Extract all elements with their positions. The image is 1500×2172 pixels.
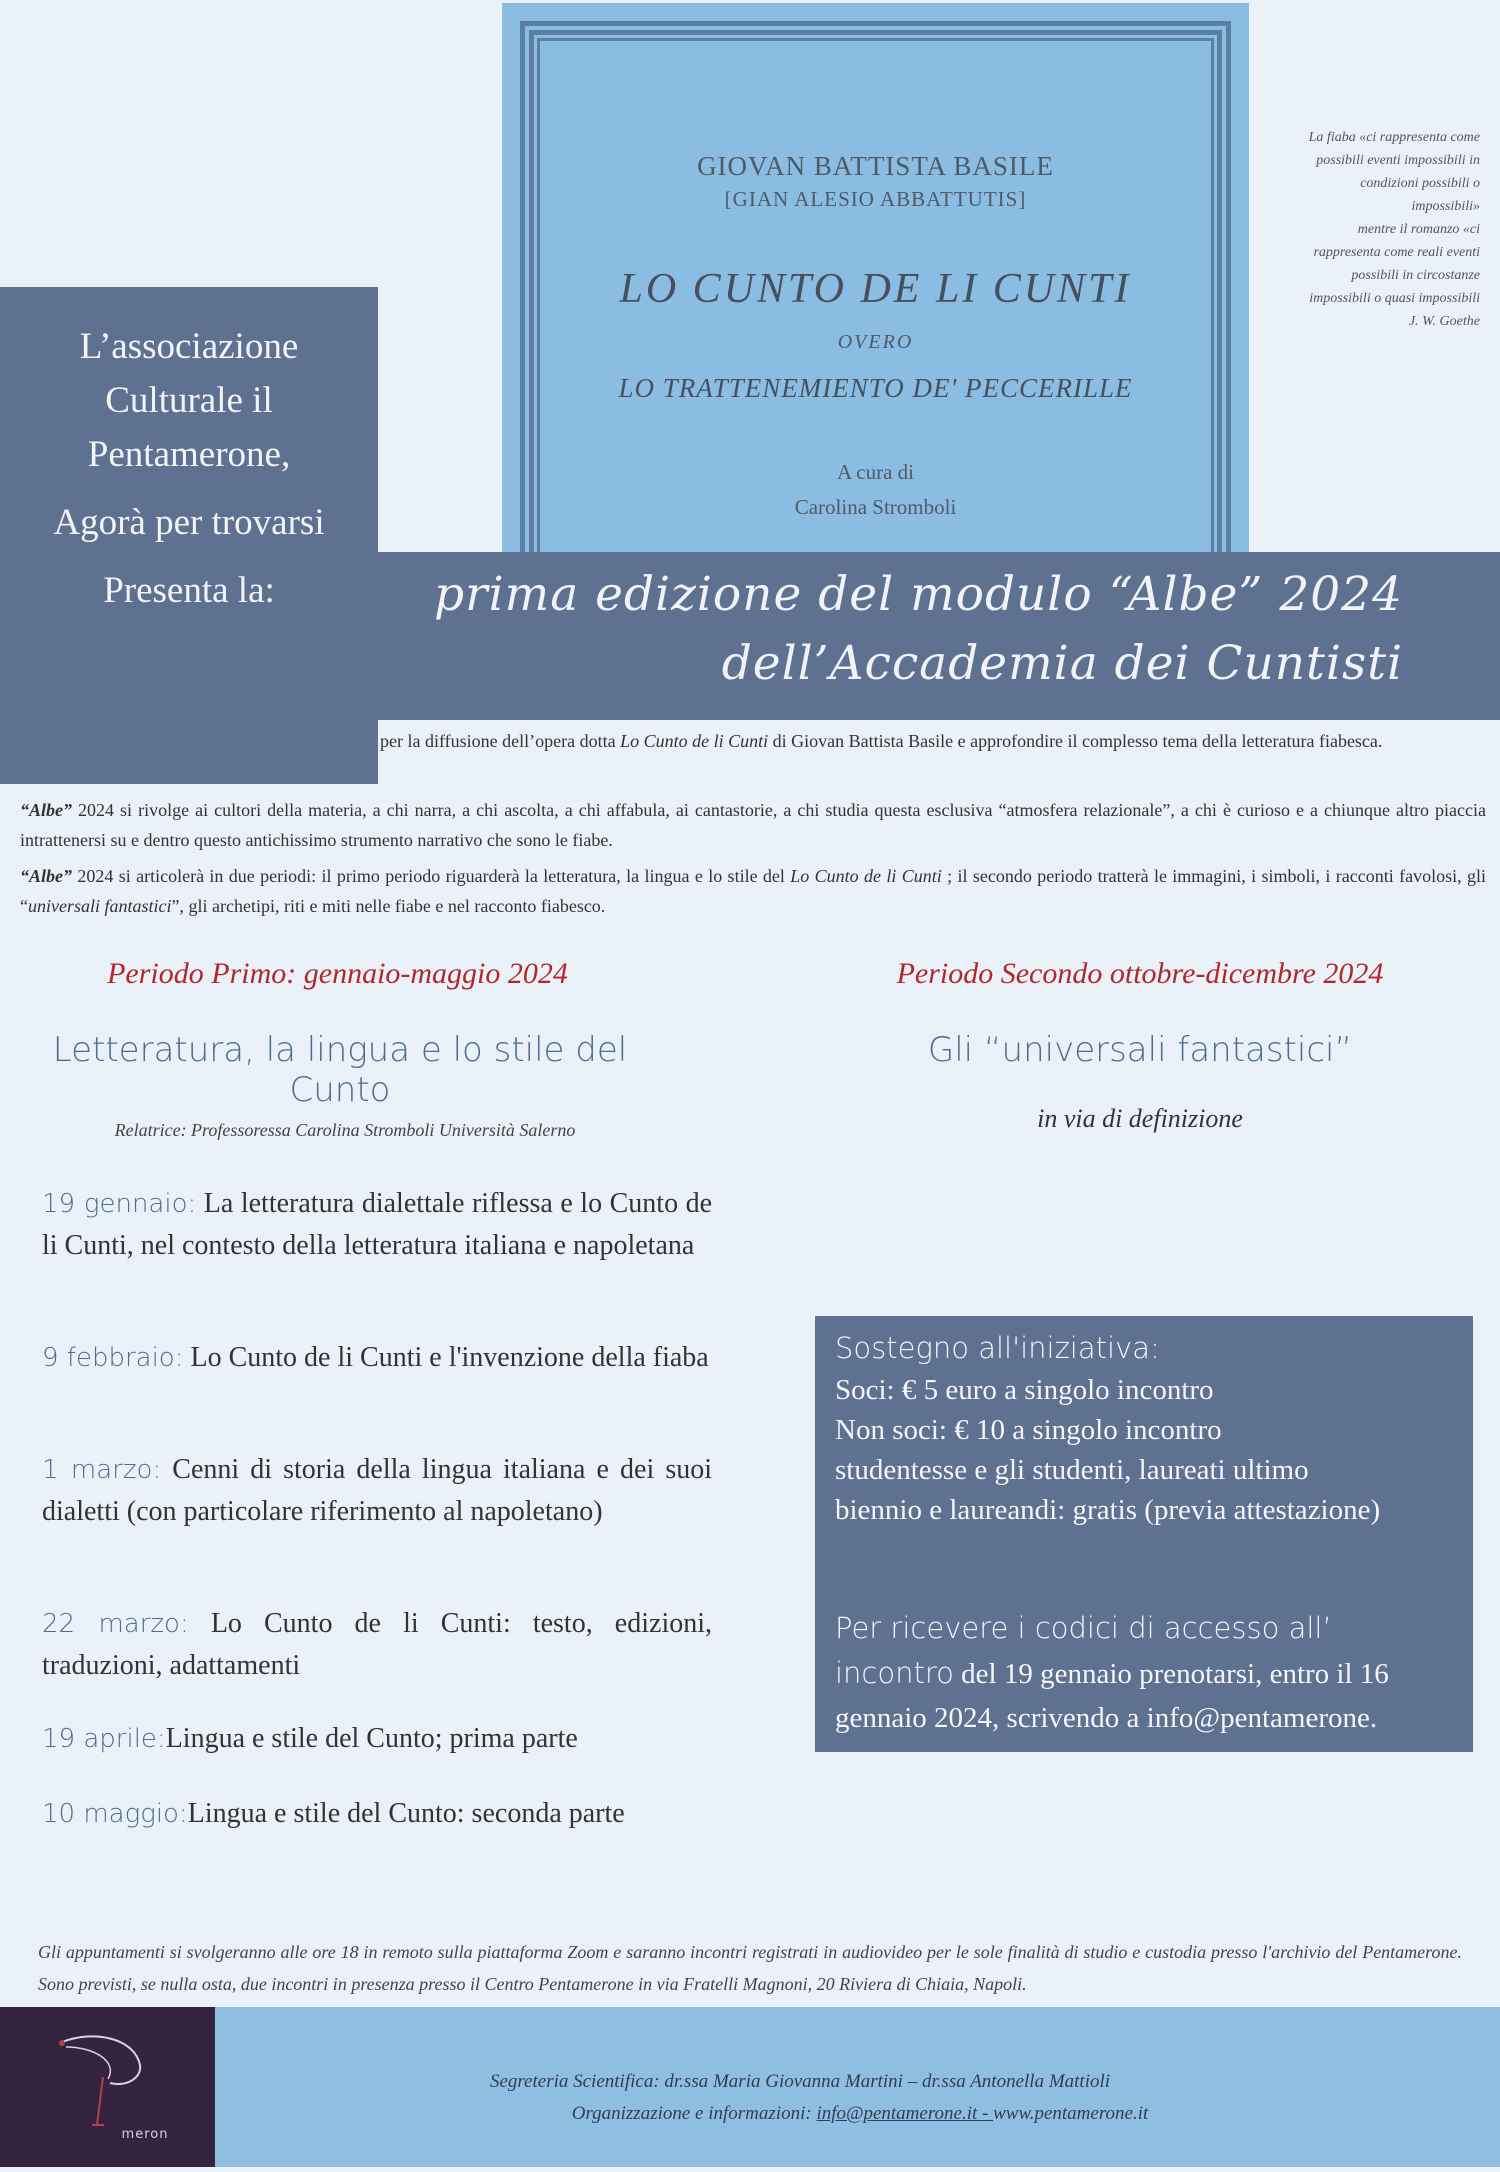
event-item (42, 1337, 712, 1379)
association-presents: Presenta la: (103, 570, 275, 611)
period-1-label: Periodo Primo: gennaio-maggio 2024 (107, 957, 568, 990)
non-members-price: Non soci: € 10 a singolo incontro (835, 1414, 1222, 1446)
period-2-label: Periodo Secondo ottobre-dicembre 2024 (896, 957, 1384, 990)
contact-email-link[interactable]: info@pentamerone.it - (816, 2103, 994, 2124)
quote-author: J. W. Goethe (1408, 314, 1480, 329)
intro-paragraph: per la diffusione dell’opera dotta Lo Cunto de li Cunti di Giovan Battista Basile e approfondire il complesso tema della letteratura fiabesca. (380, 731, 1383, 751)
event-text: Lingua e stile del Cunto: seconda parte (187, 1798, 625, 1829)
event-date: 10 maggio: (42, 1799, 188, 1829)
cover-author: GIOVAN BATTISTA BASILE (697, 151, 1054, 181)
logo-text: meron (121, 2127, 169, 2142)
association-line: Pentamerone, (87, 434, 291, 475)
association-line: Agorà per trovarsi (53, 502, 325, 543)
quote-line: La fiaba «ci rappresenta come (1308, 130, 1480, 145)
pentamerone-logo (0, 2007, 215, 2167)
students-price: studentesse e gli studenti, laureati ultimo (835, 1454, 1309, 1486)
website-link[interactable]: www.pentamerone.it (993, 2103, 1149, 2124)
albe-label: “Albe” (20, 866, 72, 886)
members-price: Soci: € 5 euro a singolo incontro (835, 1374, 1214, 1406)
footer-contacts (300, 2066, 1300, 2130)
cover-subtitle: LO TRATTENEMIENTO DE' PECCERILLE (618, 373, 1133, 403)
quote-line: mentre il romanzo «ci (1357, 222, 1480, 237)
event-date: 22 marzo: (42, 1609, 189, 1639)
event-date: 1 marzo: (42, 1455, 162, 1485)
booking-lead: Per ricevere i codici di accesso all’ incontro (835, 1611, 1332, 1690)
period-1-title: Letteratura, la lingua e lo stile del Cunto (52, 1030, 628, 1110)
cover-editor-name: Carolina Stromboli (794, 495, 957, 519)
quote-line: possibili in circostanze (1351, 268, 1480, 283)
quote-line: impossibili o quasi impossibili (1309, 291, 1480, 306)
organization-info: Organizzazione e informazioni: info@pentamerone.it - www.pentamerone.it (571, 2103, 1149, 2124)
support-heading: Sostegno all'iniziativa: (835, 1331, 1160, 1365)
work-title: Lo Cunto de li Cunti (620, 731, 769, 751)
event-text: Lo Cunto de li Cunti: testo, edizioni, traduzioni, adattamenti (42, 1608, 712, 1681)
audience-paragraph: “Albe” 2024 si rivolge ai cultori della materia, a chi narra, a chi ascolta, a chi affabula, ai cantastorie, a chi studia questa esclusiva “atmosfera relazionale”, a chi è curioso e a chiunque altro piaccia intrattenersi su e dentro questo antichissimo strumento narrativo che sono le fiabe. (20, 800, 1486, 850)
period-2-status: in via di definizione (1037, 1104, 1243, 1133)
students-price-cont: biennio e laureandi: gratis (previa attestazione) (835, 1494, 1381, 1526)
event-item (42, 1449, 712, 1533)
banner-line-1: prima edizione del modulo “Albe” 2024 (434, 567, 1403, 622)
quote-line: impossibili» (1411, 199, 1480, 214)
banner-line-2: dell’Accademia dei Cuntisti (721, 636, 1403, 691)
association-text (0, 320, 378, 618)
speaker-credit: Relatrice: Professoressa Carolina Stromboli Università Salerno (114, 1120, 576, 1140)
booking-info (835, 1606, 1455, 1740)
event-item (42, 1718, 712, 1760)
scientific-secretariat: Segreteria Scientifica: dr.ssa Maria Giovanna Martini – dr.ssa Antonella Mattioli (489, 2071, 1111, 2092)
goethe-quote (1270, 126, 1480, 333)
support-panel (815, 1316, 1473, 1752)
banner-title (378, 560, 1403, 698)
cover-ornamental-border (520, 21, 1231, 623)
cover-overo: OVERO (837, 331, 914, 353)
cover-author-alias: [GIAN ALESIO ABBATTUTIS] (724, 187, 1027, 211)
period-2-title: Gli “universali fantastici” (927, 1030, 1353, 1070)
event-item (42, 1603, 712, 1687)
event-date: 9 febbraio: (42, 1343, 184, 1373)
event-text: La letteratura dialettale riflessa e lo Cunto de li Cunti, nel contesto della letteratura italiana e napoletana (42, 1188, 713, 1261)
event-date: 19 gennaio: (42, 1189, 197, 1219)
quote-line: rappresenta come reali eventi (1313, 245, 1480, 260)
meeting-note: Gli appuntamenti si svolgeranno alle ore 18 in remoto sulla piattaforma Zoom e saranno incontri registrati in audiovideo per le sole finalità di studio e custodia presso l'archivio del Pentamerone. Sono previsti, se nulla osta, due incontri in presenza presso il Centro Pentamerone in via Fratelli Magnoni, 20 Riviera di Chiaia, Napoli. (38, 1942, 1462, 1994)
booking-text: del 19 gennaio prenotarsi, entro il 16 gennaio 2024, scrivendo a info@pentamerone. (835, 1658, 1389, 1734)
quote-line: condizioni possibili o (1360, 176, 1480, 191)
albe-label: “Albe” (20, 800, 72, 820)
association-line: L’associazione (79, 326, 299, 367)
event-date: 19 aprile: (42, 1724, 166, 1754)
event-item (42, 1793, 712, 1835)
event-text: Lingua e stile del Cunto; prima parte (165, 1723, 578, 1754)
event-text: Cenni di storia della lingua italiana e dei suoi dialetti (con particolare riferimento al napoletano) (42, 1454, 712, 1527)
logo-mark-icon (0, 2007, 215, 2167)
association-line: Culturale il (105, 380, 273, 421)
event-item (42, 1183, 712, 1267)
cover-curated-by: A cura di (837, 460, 914, 484)
cover-title: LO CUNTO DE LI CUNTI (619, 266, 1132, 312)
event-text: Lo Cunto de li Cunti e l'invenzione della fiaba (190, 1342, 709, 1373)
structure-paragraph: “Albe” 2024 si articolerà in due periodi: il primo periodo riguarderà la letteratura, la lingua e lo stile del Lo Cunto de li Cunti ; il secondo periodo tratterà le immagini, i simboli, i racconti favolosi, gli “universali fantastici”, gli archetipi, riti e miti nelle fiabe e nel racconto fiabesco. (20, 866, 1486, 916)
book-cover-image (502, 3, 1249, 563)
quote-line: possibili eventi impossibili in (1316, 153, 1480, 168)
cover-editor (502, 455, 1249, 525)
